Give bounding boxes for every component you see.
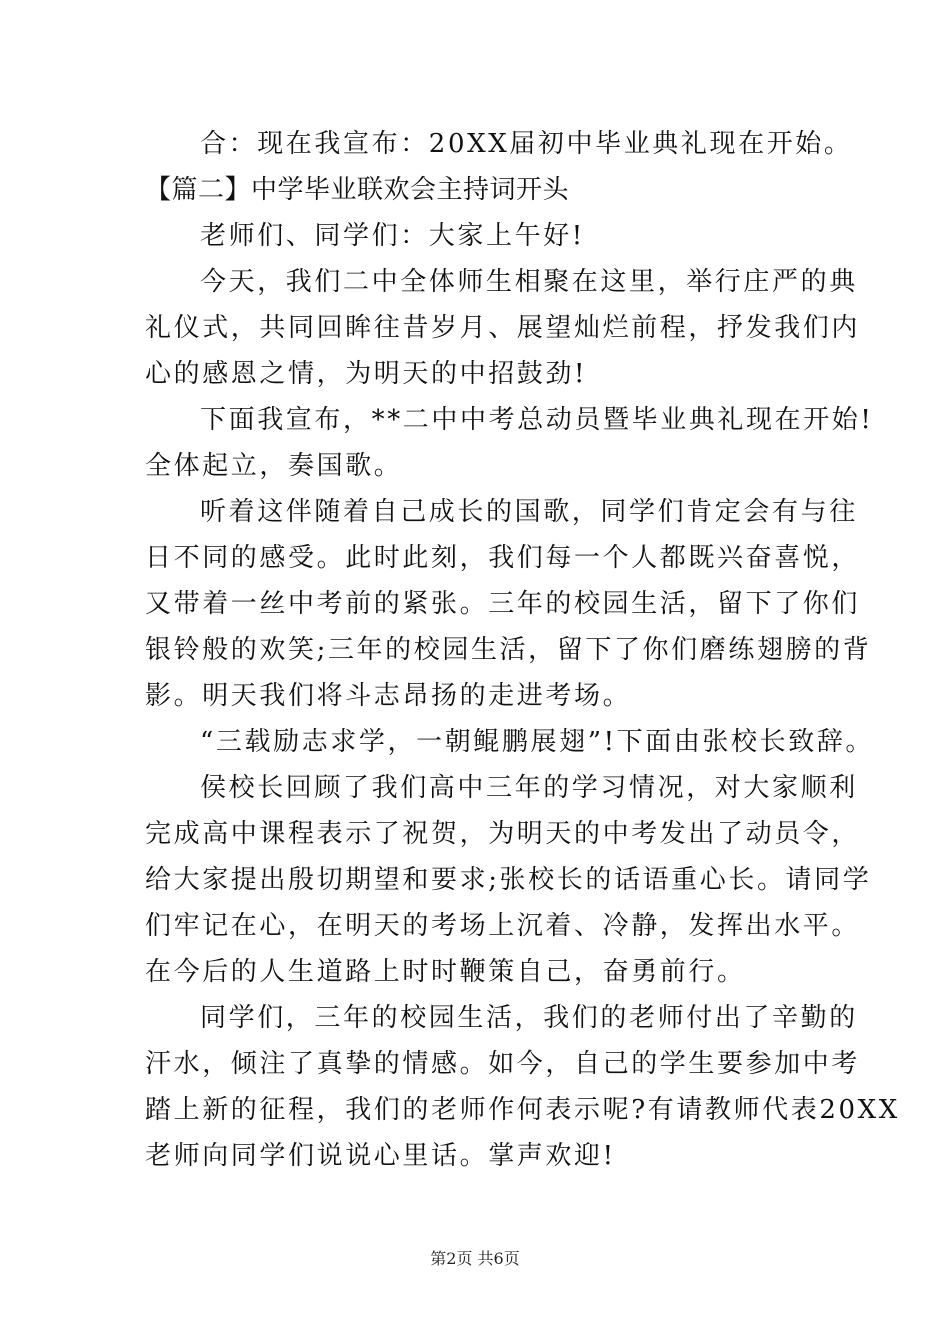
paragraph-line: 影。明天我们将斗志昂扬的走进考场。: [145, 681, 632, 711]
paragraph-line: 又带着一丝中考前的紧张。三年的校园生活，留下了你们: [145, 589, 861, 619]
paragraph-line: 心的感恩之情，为明天的中招鼓劲!: [145, 359, 588, 389]
paragraph-line: 银铃般的欢笑;三年的校园生活，留下了你们磨练翅膀的背: [145, 635, 872, 665]
paragraph-line: 下面我宣布，**二中中考总动员暨毕业典礼现在开始!: [200, 405, 874, 435]
paragraph-line: 合：现在我宣布：20XX届初中毕业典礼现在开始。: [200, 129, 853, 159]
paragraph-line: 踏上新的征程，我们的老师作何表示呢?有请教师代表20XX: [145, 1095, 900, 1125]
paragraph-line: 日不同的感受。此时此刻，我们每一个人都既兴奋喜悦，: [145, 543, 861, 573]
paragraph-line: “三载励志求学，一朝鲲鹏展翅”!下面由张校长致辞。: [200, 727, 875, 757]
page-number-footer: 第2页 共6页: [430, 1249, 520, 1268]
paragraph-line: 们牢记在心，在明天的考场上沉着、冷静，发挥出水平。: [145, 911, 861, 941]
paragraph-line: 侯校长回顾了我们高中三年的学习情况，对大家顺利: [200, 773, 858, 803]
paragraph-line: 同学们，三年的校园生活，我们的老师付出了辛勤的: [200, 1003, 858, 1033]
paragraph-line: 给大家提出殷切期望和要求;张校长的话语重心长。请同学: [145, 865, 872, 895]
section-heading: 【篇二】中学毕业联欢会主持词开头: [145, 175, 570, 205]
paragraph-line: 礼仪式，共同回眸往昔岁月、展望灿烂前程，抒发我们内: [145, 313, 861, 343]
paragraph-line: 今天，我们二中全体师生相聚在这里，举行庄严的典: [200, 267, 858, 297]
paragraph-line: 听着这伴随着自己成长的国歌，同学们肯定会有与往: [200, 497, 858, 527]
paragraph-line: 老师向同学们说说心里话。掌声欢迎!: [145, 1141, 616, 1171]
paragraph-line: 全体起立，奏国歌。: [145, 451, 403, 481]
paragraph-line: 完成高中课程表示了祝贺，为明天的中考发出了动员令，: [145, 819, 861, 849]
paragraph-line: 汗水，倾注了真挚的情感。如今，自己的学生要参加中考: [145, 1049, 861, 1079]
paragraph-line: 老师们、同学们：大家上午好!: [200, 221, 585, 251]
paragraph-line: 在今后的人生道路上时时鞭策自己，奋勇前行。: [145, 957, 746, 987]
